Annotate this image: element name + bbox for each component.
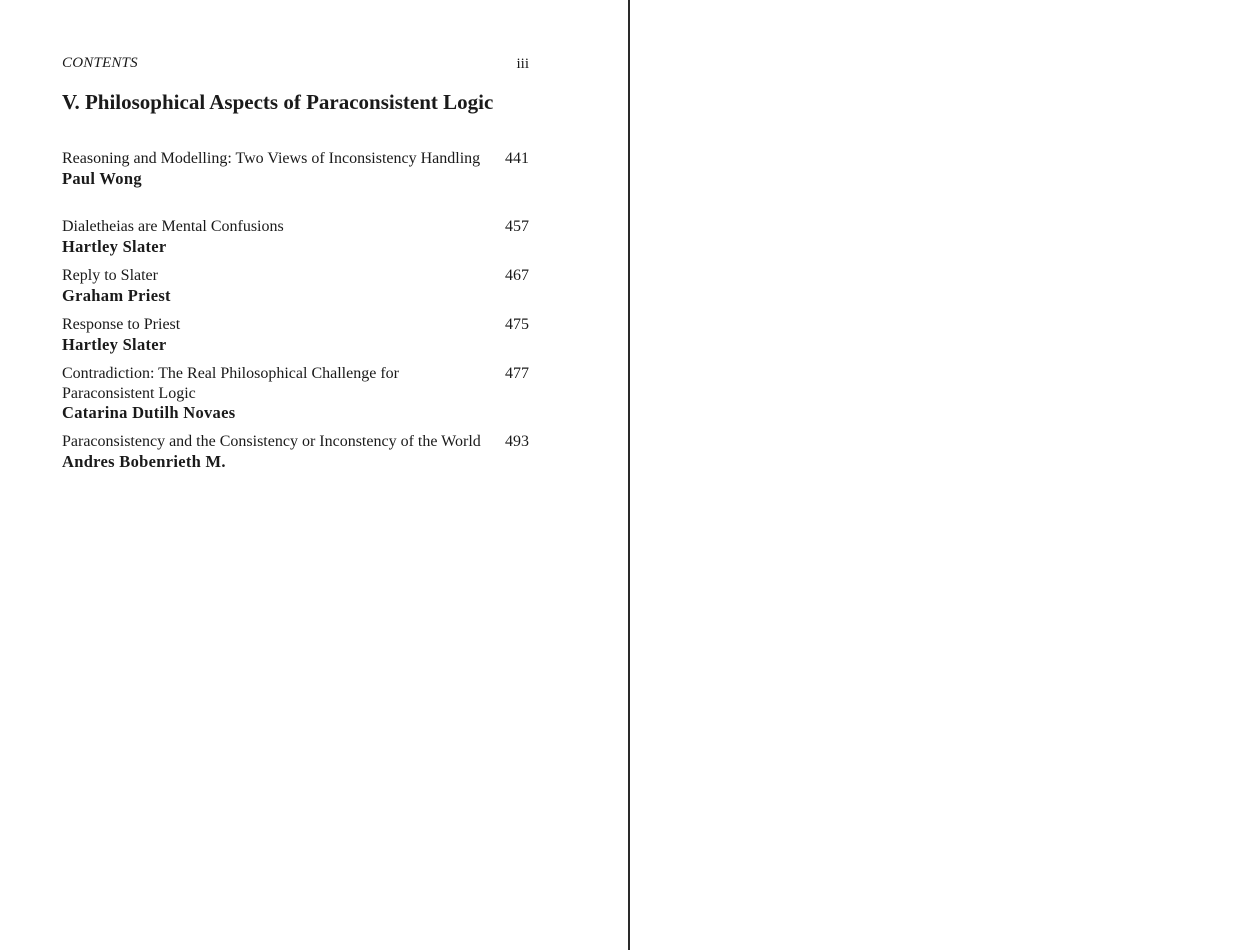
toc-entry-title: Reasoning and Modelling: Two Views of Inconsistency Handling [62,150,481,167]
toc-entry-page: 493 [505,433,529,450]
left-page [0,0,628,950]
toc-entry [62,364,529,423]
toc-entry-page: 467 [505,267,529,284]
toc-entry-author: Hartley Slater [62,334,167,354]
toc-entry-page: 475 [505,316,529,333]
toc-entry-author: Paul Wong [62,168,142,188]
toc-entry [62,266,529,306]
running-title: CONTENTS [62,55,138,71]
toc-entry-title: Response to Priest [62,316,181,333]
toc-entry-title: Reply to Slater [62,267,158,284]
toc-entry [62,217,529,257]
running-head [62,55,529,75]
page-number: iii [516,56,529,72]
toc-entry [62,432,529,472]
toc-entry-author: Andres Bobenrieth M. [62,451,226,471]
toc-entry-page: 477 [505,365,529,382]
toc-entry-title: Contradiction: The Real Philosophical Challenge for Paraconsistent Logic [62,365,399,402]
toc-entry-title: Dialetheias are Mental Confusions [62,218,284,235]
right-page [630,0,1258,950]
toc-entry-author: Catarina Dutilh Novaes [62,403,236,422]
toc-entry [62,315,529,355]
part-title: V. Philosophical Aspects of Paraconsistent Logic [62,90,494,114]
toc-entry-title: Paraconsistency and the Consistency or Inconstency of the World [62,433,481,450]
toc-entry [62,149,529,189]
toc-entry-page: 441 [505,150,529,167]
toc-entry-author: Graham Priest [62,285,171,305]
toc-entry-author: Hartley Slater [62,236,167,256]
toc-entry-page: 457 [505,218,529,235]
